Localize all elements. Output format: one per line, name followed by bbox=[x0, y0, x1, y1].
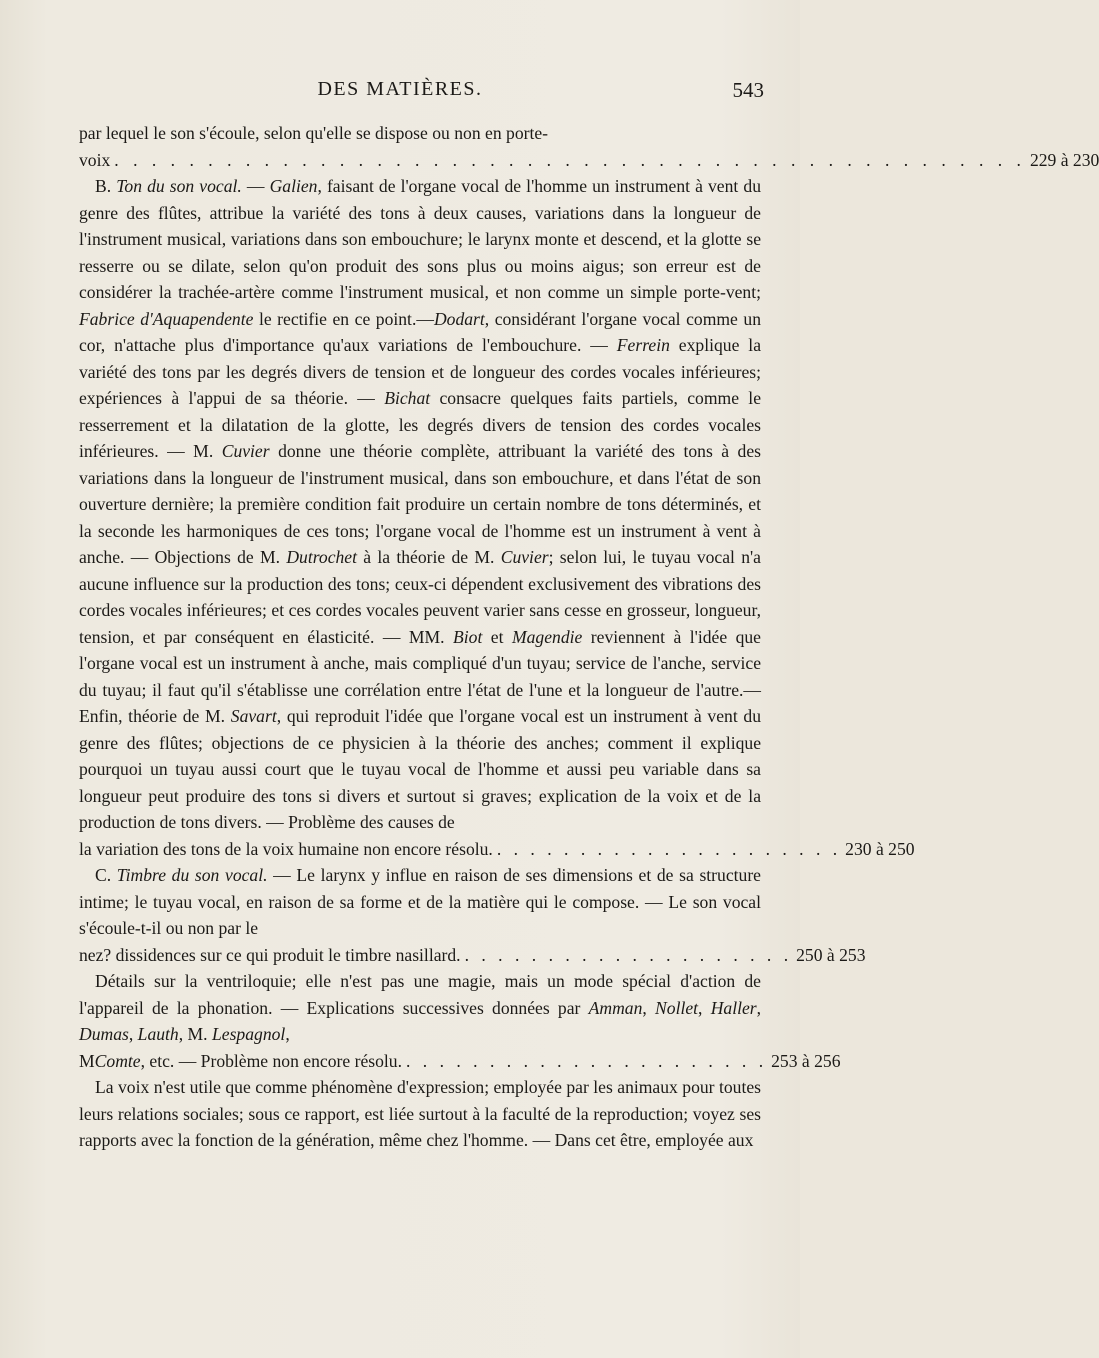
text-run: , considérant l'organe vocal comme un cor, n'attache plus d'importance qu'aux variations de l'embouchure. — bbox=[79, 308, 761, 355]
continuation-end-line bbox=[79, 147, 1099, 174]
end-text: , etc. — Problème non encore résolu. bbox=[140, 1050, 402, 1071]
text-run: , qui reproduit l'idée que l'organe vocal est un instrument à vent du genre des flûtes; objections de ce physicien à la théorie des anches; comment il explique pourquoi un tuyau aussi court que le tuyau vocal de l'homme et aussi peu variable dans sa longueur peut produire des tons si divers et surtout si graves; explication de la voix et de la production de tons divers. — Problème des causes de bbox=[79, 706, 762, 832]
author-name: Dutrochet bbox=[286, 547, 357, 567]
text-run: , bbox=[756, 997, 762, 1018]
text-run: , bbox=[642, 997, 656, 1018]
dot-leader: . . . . . . . . . . . . . . . . . . . . . bbox=[496, 838, 842, 859]
author-name: Comte bbox=[94, 1050, 141, 1071]
paragraph-continuation bbox=[79, 120, 761, 147]
text-run: La voix n'est utile que comme phénomène d'expression; employée par les animaux pour toutes leurs relations sociales; sous ce rapport, est liée surtout à la faculté de la reproduction; voyez ses rapports avec la fonction de la génération, même chez l'homme. — Dans cet être, employée aux bbox=[79, 1077, 761, 1150]
author-name: Biot bbox=[453, 626, 483, 647]
dot-leader: . . . . . . . . . . . . . . . . . . . . . . . . . . . . . . . . . . . . . . . . . . . . . . . . . bbox=[114, 149, 1026, 170]
continuation-line: par lequel le son s'écoule, selon qu'elle se dispose ou non en porte- bbox=[79, 123, 549, 143]
text-run: et bbox=[482, 626, 512, 647]
author-name: Bichat bbox=[384, 388, 431, 408]
paragraph-d bbox=[79, 968, 761, 1048]
author-name: Dumas bbox=[79, 1024, 129, 1044]
author-name: Savart bbox=[230, 706, 277, 726]
page-range: 253 à 256 bbox=[771, 1050, 841, 1071]
author-name: Cuvier bbox=[221, 441, 270, 461]
continuation-end-text: voix bbox=[79, 149, 111, 170]
paragraph-e bbox=[79, 1074, 761, 1154]
page-range: 230 à 250 bbox=[845, 838, 915, 859]
text-run: , bbox=[128, 1024, 138, 1044]
text-run: reviennent à l'idée que l'organe vocal est un instrument à anche, mais compliqué d'un tuyau; service de l'anche, service du tuyau; il faut qu'il s'établisse une corrélation entre l'état de l'une et la longueur de l'autre.—Enfin, théorie de M. bbox=[79, 626, 761, 726]
author-name: Haller bbox=[710, 997, 757, 1018]
text-run: Détails sur la ventriloquie; elle n'est pas une magie, mais un mode spécial d'action de l'appareil de la phonation. — Explications successives données par bbox=[79, 971, 761, 1018]
dot-leader: . . . . . . . . . . . . . . . . . . . . . . bbox=[405, 1050, 768, 1071]
author-name: Nollet bbox=[655, 997, 699, 1018]
section-marker: C. bbox=[95, 865, 112, 885]
author-name: Magendie bbox=[511, 626, 583, 647]
text-run: donne une théorie complète, attribuant la variété des tons à des variations dans la longueur de l'instrument musical, dans son embouchure, et dans l'état de son ouverture dernière; la première condition fait produire un certain nombre de tons déterminés, et la seconde les harmoniques de ces tons; l'organe vocal de l'homme est un instrument à vent à anche. — Objections de M. bbox=[79, 441, 762, 567]
author-name: Amman bbox=[588, 997, 643, 1018]
end-text: nez? dissidences sur ce qui produit le timbre nasillard. bbox=[79, 944, 461, 965]
text-run: M bbox=[79, 1050, 95, 1071]
text-run: , bbox=[285, 1024, 290, 1044]
end-text: la variation des tons de la voix humaine non encore résolu. bbox=[79, 838, 493, 859]
page-range: 229 à 230 bbox=[1029, 149, 1099, 170]
text-run: , faisant de l'organe vocal de l'homme un instrument à vent du genre des flûtes, attribue la variété des tons à deux causes, variations dans la longueur de l'instrument musical, variations dans son embouchure; le larynx monte et descend, et la glotte se resserre ou se dilate, selon qu'on produit des sons plus ou moins aigus; son erreur est de considérer la trachée-artère comme l'instrument musical, et non comme un simple porte-vent; bbox=[79, 176, 761, 302]
paragraph-d-end-line bbox=[79, 1048, 841, 1075]
text-run: , M. bbox=[178, 1024, 212, 1044]
author-name: Dodart bbox=[433, 308, 485, 329]
author-name: Ferrein bbox=[616, 335, 670, 355]
author-name: Cuvier bbox=[500, 547, 549, 567]
section-marker: B. bbox=[95, 176, 112, 196]
paragraph-b bbox=[79, 173, 761, 836]
author-name: Lauth bbox=[137, 1024, 179, 1044]
page-title: DES MATIÈRES. bbox=[317, 78, 483, 100]
author-name: Galien bbox=[269, 176, 318, 196]
text-run: — bbox=[241, 176, 270, 196]
index-text bbox=[79, 120, 1099, 1154]
paragraph-c-end-line bbox=[79, 942, 866, 969]
running-head bbox=[0, 78, 800, 108]
text-run: à la théorie de M. bbox=[357, 547, 501, 567]
text-run: consacre quelques faits partiels, comme le resserrement et la dilatation de la glotte, les degrés divers de tension des cordes vocales inférieures. — M. bbox=[79, 388, 762, 461]
page-number: 543 bbox=[732, 78, 764, 102]
dot-leader: . . . . . . . . . . . . . . . . . . . . bbox=[464, 944, 793, 965]
text-run: , bbox=[698, 997, 711, 1018]
paragraph-b-end-line bbox=[79, 836, 915, 863]
author-name: Fabrice d'Aquapendente bbox=[79, 308, 254, 329]
text-run: explique la variété des tons par les degrés divers de tension et de longueur des cordes vocales inférieures; expériences à l'appui de sa théorie. — bbox=[79, 335, 762, 408]
paragraph-c bbox=[79, 862, 761, 942]
page-range: 250 à 253 bbox=[796, 944, 866, 965]
section-title: Ton du son vocal. bbox=[116, 176, 242, 196]
section-title: Timbre du son vocal. bbox=[116, 865, 268, 885]
text-run: — Le larynx y influe en raison de ses dimensions et de sa structure intime; le tuyau vocal, en raison de sa forme et de la matière qui le compose. — Le son vocal s'écoule-t-il ou non par le bbox=[79, 865, 761, 938]
text-run: le rectifie en ce point.— bbox=[253, 308, 434, 329]
author-name: Lespagnol bbox=[211, 1024, 286, 1044]
text-run: ; selon lui, le tuyau vocal n'a aucune influence sur la production des tons; ceux-ci dépendent exclusivement des vibrations des cordes vocales inférieures; et ces cordes vocales peuvent varier sans cesse en grosseur, longueur, tension, et par conséquent en élasticité. — MM. bbox=[79, 547, 761, 647]
